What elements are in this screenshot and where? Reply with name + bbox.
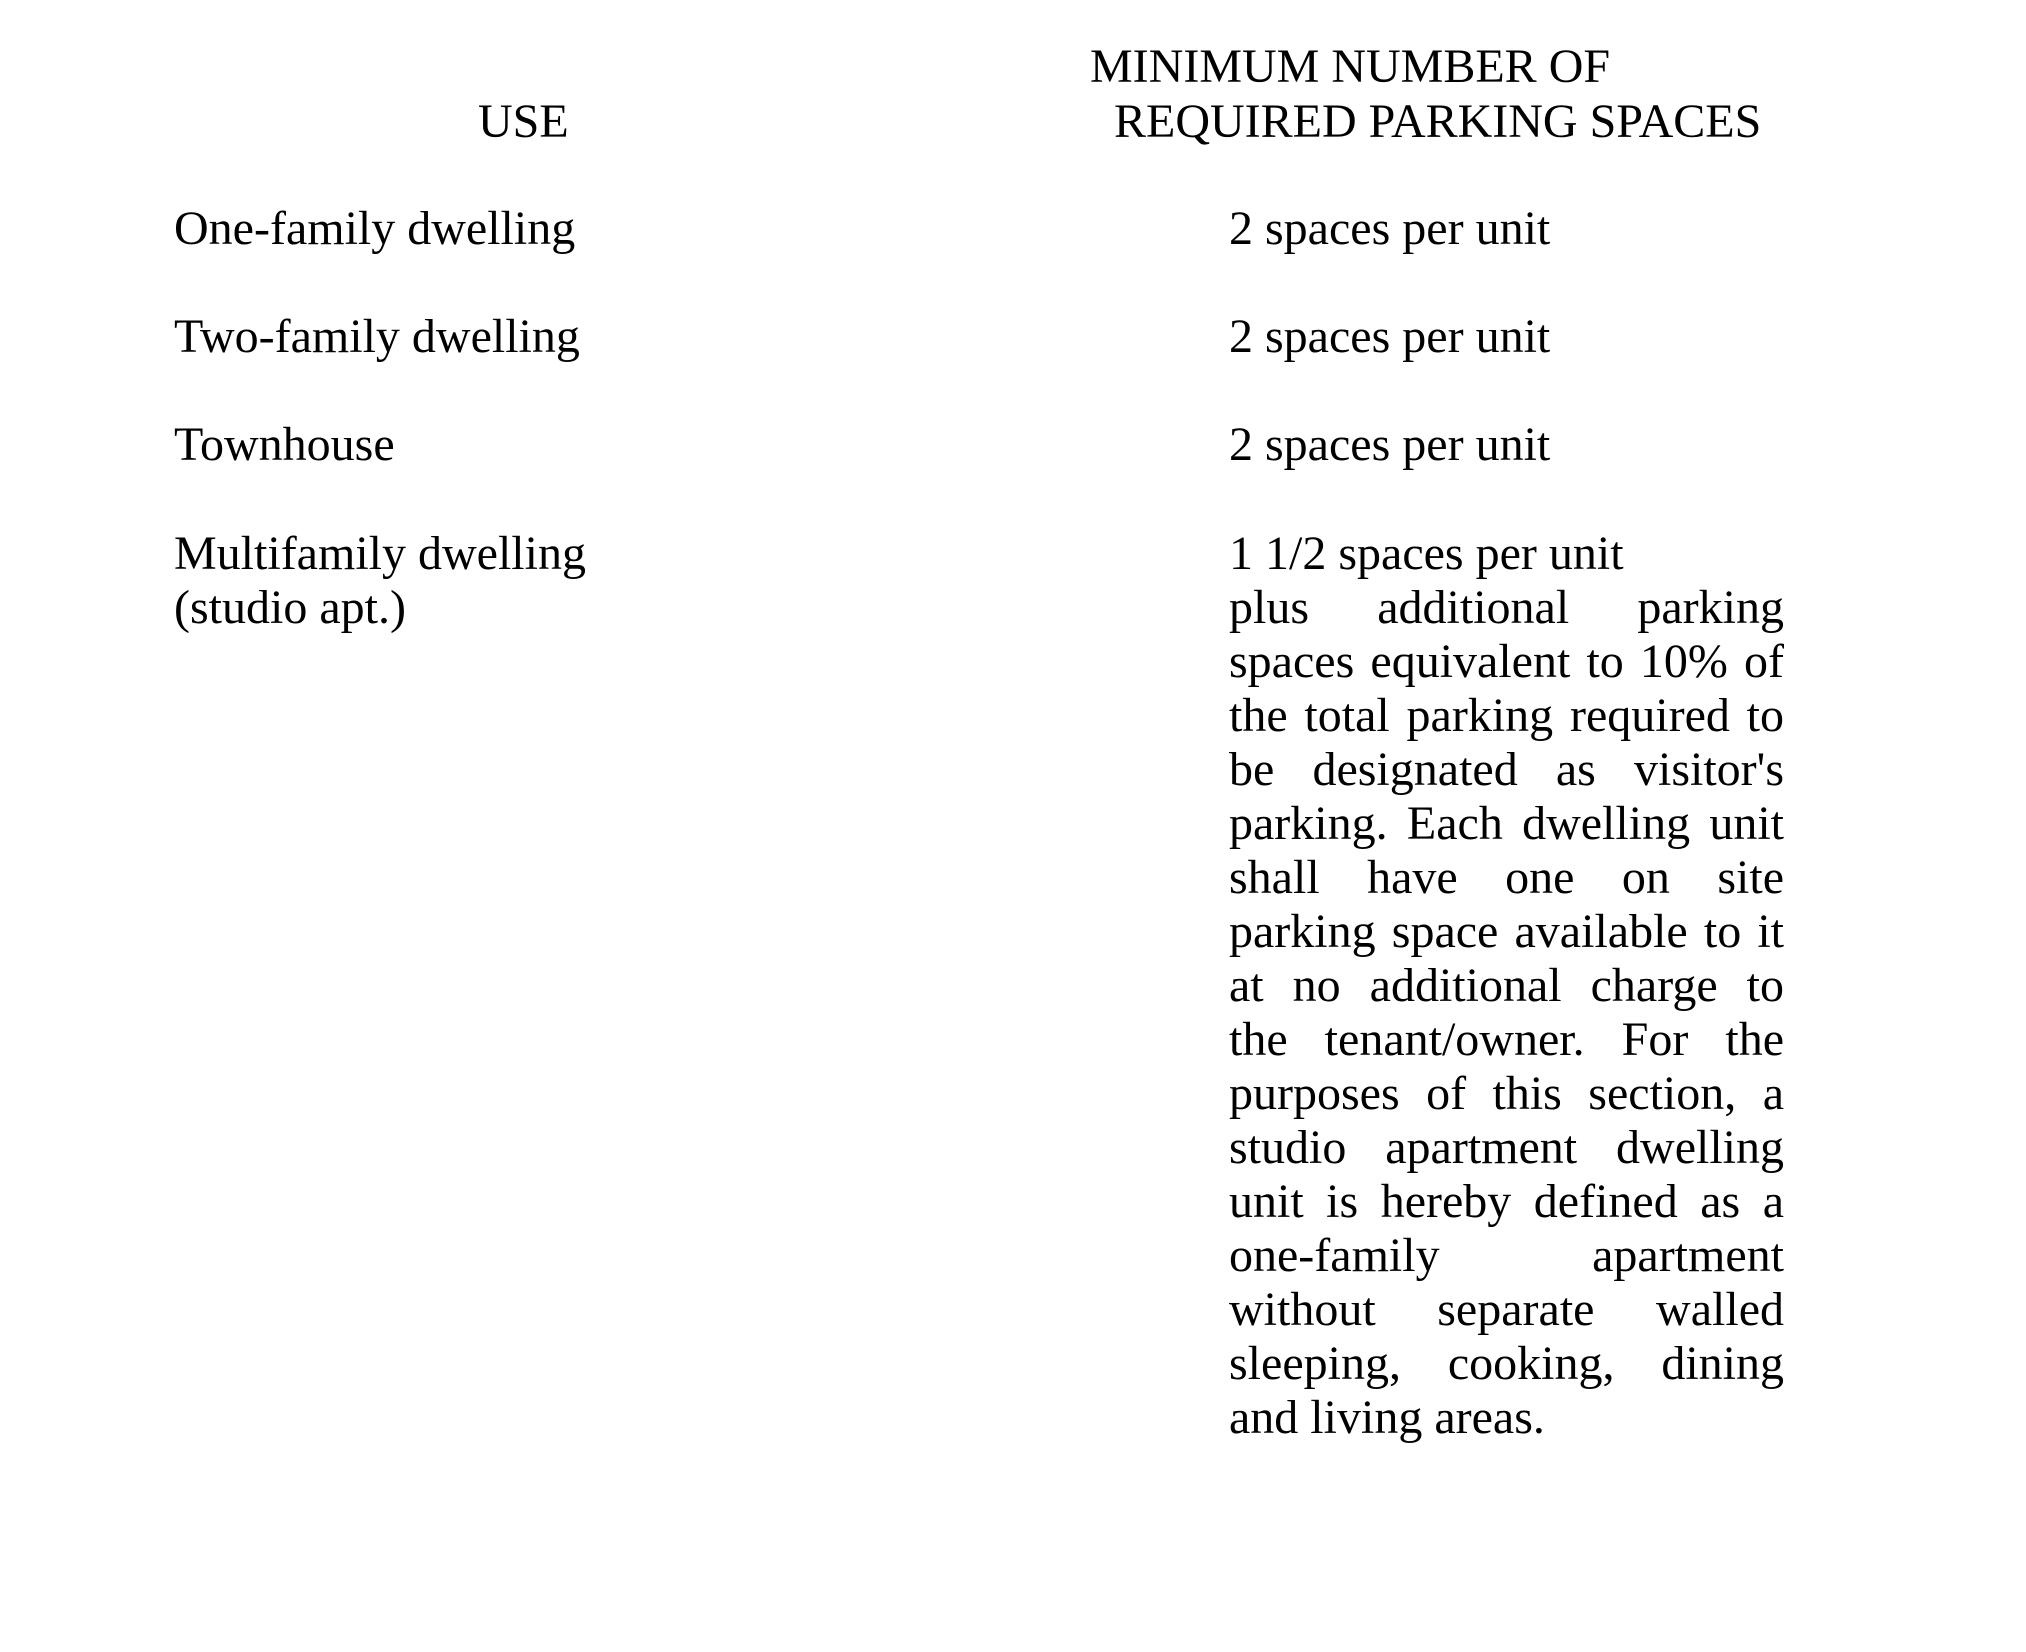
requirement-detail-multifamily: plus additional parking spaces equivalent to 10% of the total parking required to be designated as visitor's parking. Each dwelling unit shall have one on site parking space available to it at no additional charge to the tenant/owner. For the purposes of this section, a studio apartment dwelling unit is hereby defined as a one-family apartment without separate walled sleeping, cooking, dining and living areas. — [1229, 581, 1784, 1444]
requirement-cell-townhouse: 2 spaces per unit — [1229, 418, 1551, 471]
use-cell-multifamily-line1: Multifamily dwelling — [174, 527, 586, 580]
requirement-cell-one-family: 2 spaces per unit — [1229, 202, 1551, 255]
requirement-column-header-line2: REQUIRED PARKING SPACES — [1114, 95, 1762, 148]
requirement-cell-two-family: 2 spaces per unit — [1229, 310, 1551, 363]
use-column-header: USE — [478, 95, 569, 148]
requirement-cell-multifamily: 1 1/2 spaces per unit — [1229, 527, 1624, 580]
use-cell-multifamily — [174, 527, 674, 635]
requirement-column-header-line1: MINIMUM NUMBER OF — [1090, 40, 1611, 93]
use-cell-one-family: One-family dwelling — [174, 202, 576, 255]
use-cell-two-family: Two-family dwelling — [174, 310, 580, 363]
use-cell-multifamily-line2: (studio apt.) — [174, 581, 406, 634]
use-cell-townhouse: Townhouse — [174, 418, 395, 471]
